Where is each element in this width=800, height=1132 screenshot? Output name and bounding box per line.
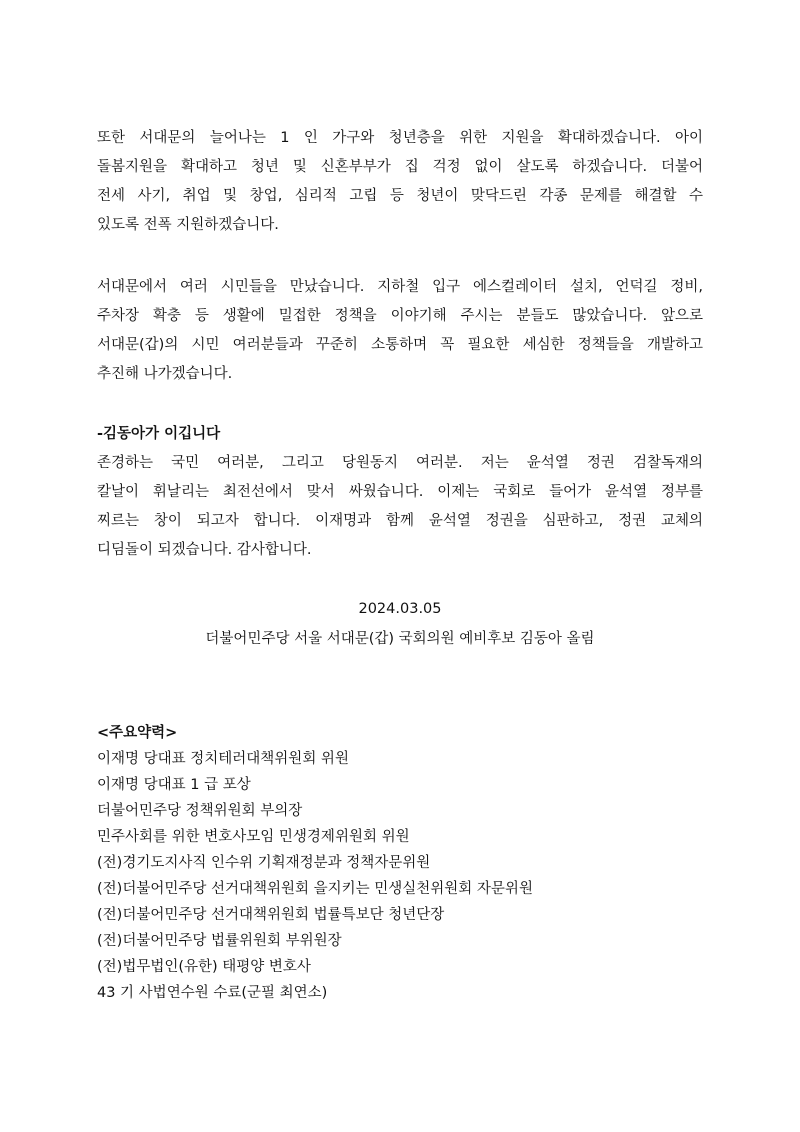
paragraph-line: 찌르는 창이 되고자 합니다. 이재명과 함께 윤석열 정권을 심판하고, 정권 교체의 <box>97 513 703 529</box>
career-item: 이재명 당대표 1 급 포상 <box>97 777 251 793</box>
career-item: (전)법무법인(유한) 태평양 변호사 <box>97 959 311 975</box>
career-item: 43 기 사법연수원 수료(군필 최연소) <box>97 985 328 1001</box>
paragraph-line: 돌봄지원을 확대하고 청년 및 신혼부부가 집 걱정 없이 살도록 하겠습니다. 더불어 <box>97 159 703 175</box>
paragraph-line: 디딤돌이 되겠습니다. 감사합니다. <box>97 542 312 558</box>
career-title: <주요약력> <box>97 725 178 741</box>
paragraph-closing-statement <box>97 449 703 565</box>
signature-line: 더불어민주당 서울 서대문(갑) 국회의원 예비후보 김동아 올림 <box>205 631 595 647</box>
paragraph-line: 서대문에서 여러 시민들을 만났습니다. 지하철 입구 에스컬레이터 설치, 언덕길 정비, <box>97 279 703 295</box>
career-item: (전)더불어민주당 선거대책위원회 법률특보단 청년단장 <box>97 907 445 923</box>
career-item: 이재명 당대표 정치테러대책위원회 위원 <box>97 751 349 767</box>
paragraph-citizen-meetings <box>97 273 703 389</box>
paragraph-line: 칼날이 휘날리는 최전선에서 맞서 싸웠습니다. 이제는 국회로 들어가 윤석열 정부를 <box>97 484 703 500</box>
section-spacer <box>97 654 703 720</box>
paragraph-line: 주차장 확충 등 생활에 밀접한 정책을 이야기해 주시는 분들도 많았습니다. 앞으로 <box>97 308 703 324</box>
career-item: 민주사회를 위한 변호사모임 민생경제위원회 위원 <box>97 829 410 845</box>
paragraph-spacer <box>97 240 703 273</box>
paragraph-line: 추진해 나가겠습니다. <box>97 366 233 382</box>
paragraph-line: 존경하는 국민 여러분, 그리고 당원동지 여러분. 저는 윤석열 정권 검찰독재의 <box>97 455 703 471</box>
paragraph-youth-support <box>97 124 703 240</box>
document-page <box>97 124 703 1006</box>
document-date: 2024.03.05 <box>358 601 442 617</box>
paragraph-line: 서대문(갑)의 시민 여러분들과 꾸준히 소통하며 꼭 필요한 세심한 정책들을 개발하고 <box>97 337 703 353</box>
closing-block <box>97 595 703 654</box>
career-item: (전)더불어민주당 법률위원회 부위원장 <box>97 933 342 949</box>
paragraph-spacer <box>97 389 703 420</box>
career-item: (전)더불어민주당 선거대책위원회 을지키는 민생실천위원회 자문위원 <box>97 881 533 897</box>
section-heading: -김동아가 이깁니다 <box>97 426 221 442</box>
career-list <box>97 746 703 1006</box>
paragraph-line: 있도록 전폭 지원하겠습니다. <box>97 217 279 233</box>
career-item: (전)경기도지사직 인수위 기획재정분과 정책자문위원 <box>97 855 431 871</box>
career-item: 더불어민주당 정책위원회 부의장 <box>97 803 303 819</box>
paragraph-spacer <box>97 565 703 595</box>
paragraph-line: 전세 사기, 취업 및 창업, 심리적 고립 등 청년이 맞닥드린 각종 문제를 해결할 수 <box>97 188 703 204</box>
paragraph-line: 또한 서대문의 늘어나는 1 인 가구와 청년층을 위한 지원을 확대하겠습니다. 아이 <box>97 130 703 146</box>
